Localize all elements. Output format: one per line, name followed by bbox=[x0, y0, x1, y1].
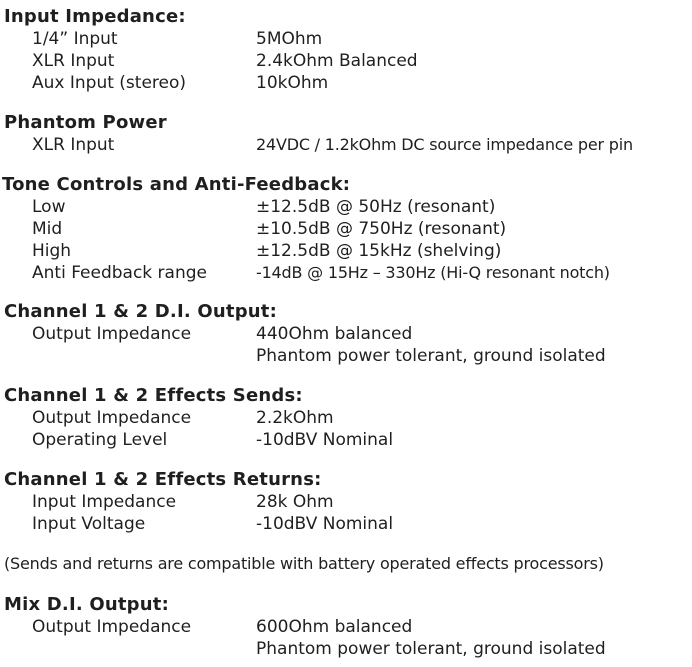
spec-row bbox=[0, 323, 692, 345]
spec-value: 440Ohm balanced bbox=[256, 324, 413, 344]
section-heading-input-impedance: Input Impedance: bbox=[4, 6, 186, 27]
section-heading-effects-returns: Channel 1 & 2 Effects Returns: bbox=[4, 469, 322, 490]
spec-row bbox=[0, 638, 692, 660]
spec-label: Input Voltage bbox=[32, 514, 146, 534]
spec-label: Output Impedance bbox=[32, 408, 192, 428]
section-heading-phantom-power: Phantom Power bbox=[4, 112, 167, 133]
section-heading-mix-di-output: Mix D.I. Output: bbox=[4, 594, 169, 615]
spec-label: XLR Input bbox=[32, 51, 115, 71]
spec-label: Anti Feedback range bbox=[32, 263, 207, 283]
spec-row bbox=[0, 72, 692, 94]
spec-label: Output Impedance bbox=[32, 617, 192, 637]
spec-label: 1/4” Input bbox=[32, 29, 118, 49]
spec-label: XLR Input bbox=[32, 135, 115, 155]
spec-row bbox=[0, 616, 692, 638]
spec-value: ±12.5dB @ 15kHz (shelving) bbox=[256, 241, 502, 261]
spec-label: High bbox=[32, 241, 72, 261]
spec-row bbox=[0, 429, 692, 451]
section-heading-effects-sends: Channel 1 & 2 Effects Sends: bbox=[4, 385, 303, 406]
spec-value: 28k Ohm bbox=[256, 492, 334, 512]
spec-label: Mid bbox=[32, 219, 63, 239]
spec-label: Input Impedance bbox=[32, 492, 177, 512]
spec-row bbox=[0, 345, 692, 367]
spec-value: 600Ohm balanced bbox=[256, 617, 413, 637]
spec-row bbox=[0, 28, 692, 50]
spec-label: Aux Input (stereo) bbox=[32, 73, 187, 93]
spec-row bbox=[0, 218, 692, 240]
spec-value: 24VDC / 1.2kOhm DC source impedance per pin bbox=[256, 135, 633, 154]
section-heading-di-output: Channel 1 & 2 D.I. Output: bbox=[4, 301, 277, 322]
spec-row bbox=[0, 262, 692, 284]
spec-label: Output Impedance bbox=[32, 324, 192, 344]
spec-value: 10kOhm bbox=[256, 73, 329, 93]
spec-row bbox=[0, 134, 692, 156]
spec-value: ±12.5dB @ 50Hz (resonant) bbox=[256, 197, 496, 217]
spec-value: Phantom power tolerant, ground isolated bbox=[256, 639, 606, 659]
spec-value: 2.4kOhm Balanced bbox=[256, 51, 418, 71]
spec-value: -10dBV Nominal bbox=[256, 430, 394, 450]
section-heading-tone-controls: Tone Controls and Anti-Feedback: bbox=[2, 174, 351, 195]
spec-label: Operating Level bbox=[32, 430, 168, 450]
spec-value: 2.2kOhm bbox=[256, 408, 334, 428]
spec-row bbox=[0, 407, 692, 429]
spec-value: ±10.5dB @ 750Hz (resonant) bbox=[256, 219, 507, 239]
spec-row bbox=[0, 240, 692, 262]
spec-row bbox=[0, 196, 692, 218]
spec-row bbox=[0, 513, 692, 535]
spec-value: -14dB @ 15Hz – 330Hz (Hi-Q resonant notch) bbox=[256, 263, 610, 282]
spec-row bbox=[0, 50, 692, 72]
compatibility-note: (Sends and returns are compatible with battery operated effects processors) bbox=[4, 554, 604, 573]
spec-value: Phantom power tolerant, ground isolated bbox=[256, 346, 606, 366]
spec-row bbox=[0, 491, 692, 513]
spec-value: 5MOhm bbox=[256, 29, 323, 49]
spec-value: -10dBV Nominal bbox=[256, 514, 394, 534]
spec-label: Low bbox=[32, 197, 66, 217]
